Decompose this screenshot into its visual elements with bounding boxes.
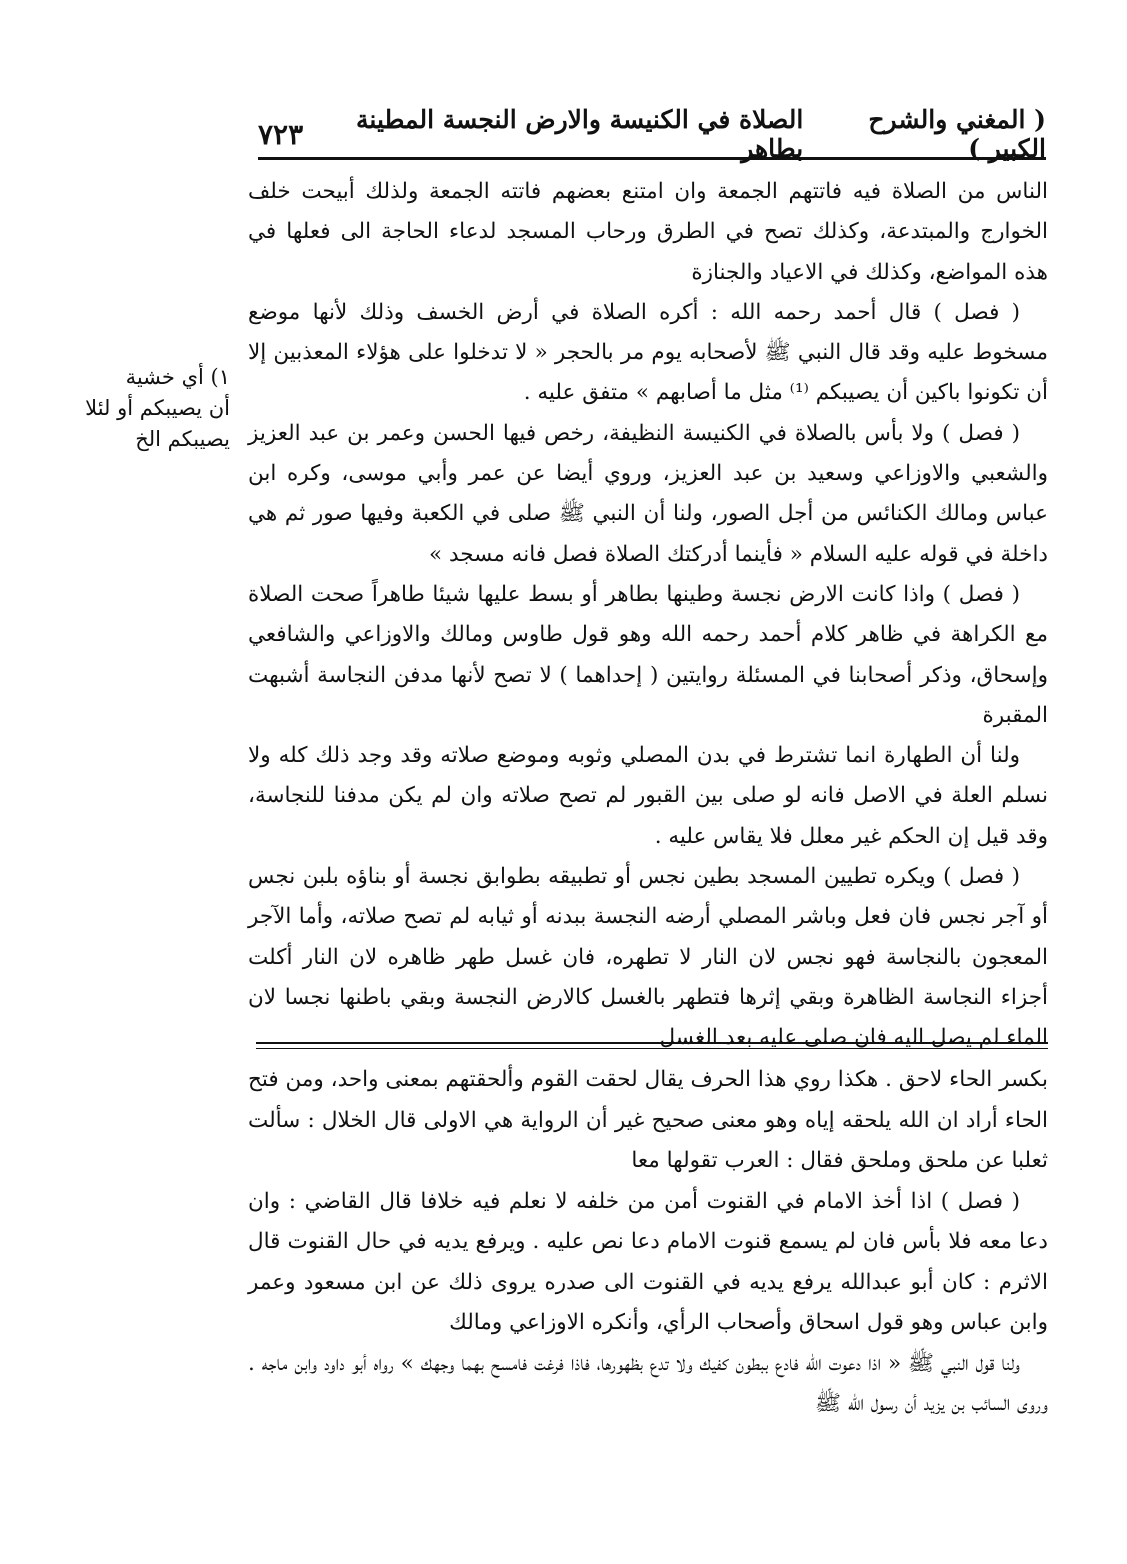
paragraph: الناس من الصلاة فيه فاتتهم الجمعة وان امتنع بعضهم فاتته الجمعة ولذلك أبيحت خلف الخوارج والمبتدعة، وكذلك تصح في الطرق ورحاب المسجد لدعاء الحاجة الى فعلها في هذه المواضع، وكذلك في الاعياد والجنازة: [248, 179, 1048, 285]
paragraph: ( فصل ) واذا كانت الارض نجسة وطينها بطاهر أو بسط عليها شيئا طاهراً صحت الصلاة مع الكراهة في ظاهر كلام أحمد رحمه الله وهو قول طاوس ومالك والاوزاعي والشافعي وإسحاق، وذكر أصحابنا في المسئلة روايتين ( إحداهما ) لا تصح لأنها مدفن النجاسة أشبهت المقبرة: [248, 581, 1048, 728]
margin-note-line: ١) أي خشية: [125, 365, 230, 389]
header-rule: [258, 157, 1046, 160]
paragraph: ( فصل ) قال أحمد رحمه الله : أكره الصلاة في أرض الخسف وذلك لأنها موضع مسخوط عليه وقد قال النبي ﷺ لأصحابه يوم مر بالحجر « لا تدخلوا على هؤلاء المعذبين إلا أن تكونوا باكين أن يصيبكم ⁽¹⁾ مثل ما أصابهم » متفق عليه .: [248, 299, 1048, 406]
page-header: [258, 105, 1046, 163]
margin-note-line: أن يصيبكم أو لئلا: [85, 396, 230, 420]
main-text: [248, 172, 1048, 1059]
paragraph: ولنا أن الطهارة انما تشترط في بدن المصلي وثوبه وموضع صلاته وقد وجد ذلك كله ولا نسلم العلة في الاصل فانه لو صلى بين القبور لم تصح صلاته وان لم يكن مدفنا للنجاسة، وقد قيل إن الحكم غير معلل فلا يقاس عليه .: [248, 743, 1048, 849]
footnote-paragraph: ( فصل ) اذا أخذ الامام في القنوت أمن من خلفه لا نعلم فيه خلافا قال القاضي : وان دعا معه فلا بأس فان لم يسمع قنوت الامام دعا نص عليه . ويرفع يديه في حال القنوت قال الاثرم : كان أبو عبدالله يرفع يديه في القنوت الى صدره يروى ذلك عن ابن مسعود وعمر وابن عباس وهو قول اسحاق وأصحاب الرأي، وأنكره الاوزاعي ومالك: [248, 1188, 1048, 1335]
book-title: ( المغني والشرح الكبير ): [868, 105, 1046, 163]
section-title: الصلاة في الكنيسة والارض النجسة المطينة بطاهر: [356, 105, 804, 163]
paragraph: ( فصل ) ولا بأس بالصلاة في الكنيسة النظيفة، رخص فيها الحسن وعمر بن عبد العزيز والشعبي والاوزاعي وسعيد بن عبد العزيز، وروي أيضا عن عمر وأبي موسى، وكره ابن عباس ومالك الكنائس من أجل الصور، ولنا أن النبي ﷺ صلى في الكعبة وفيها صور ثم هي داخلة في قوله عليه السلام « فأينما أدركتك الصلاة فصل فانه مسجد »: [248, 420, 1048, 567]
footnote-paragraph: ولنا قول النبي ﷺ « اذا دعوت الله فادع ببطون كفيك ولا تدع بظهورها، فاذا فرغت فامسح بهما وجهك » رواه أبو داود وابن ماجه . وروى السائب بن يزيد أن رسول الله ﷺ: [248, 1350, 1048, 1416]
page-number: ٧٢٣: [258, 117, 304, 151]
paragraph: ( فصل ) ويكره تطيين المسجد بطين نجس أو تطبيقه بطوابق نجسة أو بناؤه بلبن نجس أو آجر نجس فان فعل وباشر المصلي أرضه النجسة ببدنه أو ثيابه لم تصح صلاته، وأما الآجر المعجون بالنجاسة فهو نجس لان النار لا تطهره، فان غسل طهر ظاهره لان النار أكلت أجزاء النجاسة الظاهرة وبقي إثرها فتطهر بالغسل كالارض النجسة وبقي باطنها نجسا لان الماء لم يصل اليه فان صلى عليه بعد الغسل: [248, 864, 1048, 1051]
footnote-paragraph: بكسر الحاء لاحق . هكذا روي هذا الحرف يقال لحقت القوم وألحقتهم بمعنى واحد، ومن فتح الحاء أراد ان الله يلحقه إياه وهو معنى صحيح غير أن الرواية هي الاولى قال الخلال : سألت ثعلبا عن ملحق وملحق فقال : العرب تقولها معا: [248, 1067, 1048, 1173]
margin-note: [60, 362, 230, 455]
margin-note-line: يصيبكم الخ: [135, 427, 230, 451]
footnote-divider: [256, 1042, 1048, 1049]
divider-line: [256, 1042, 1048, 1044]
header-left-group: [258, 105, 803, 163]
divider-line: [256, 1048, 1048, 1049]
footnote-text: [248, 1060, 1048, 1425]
